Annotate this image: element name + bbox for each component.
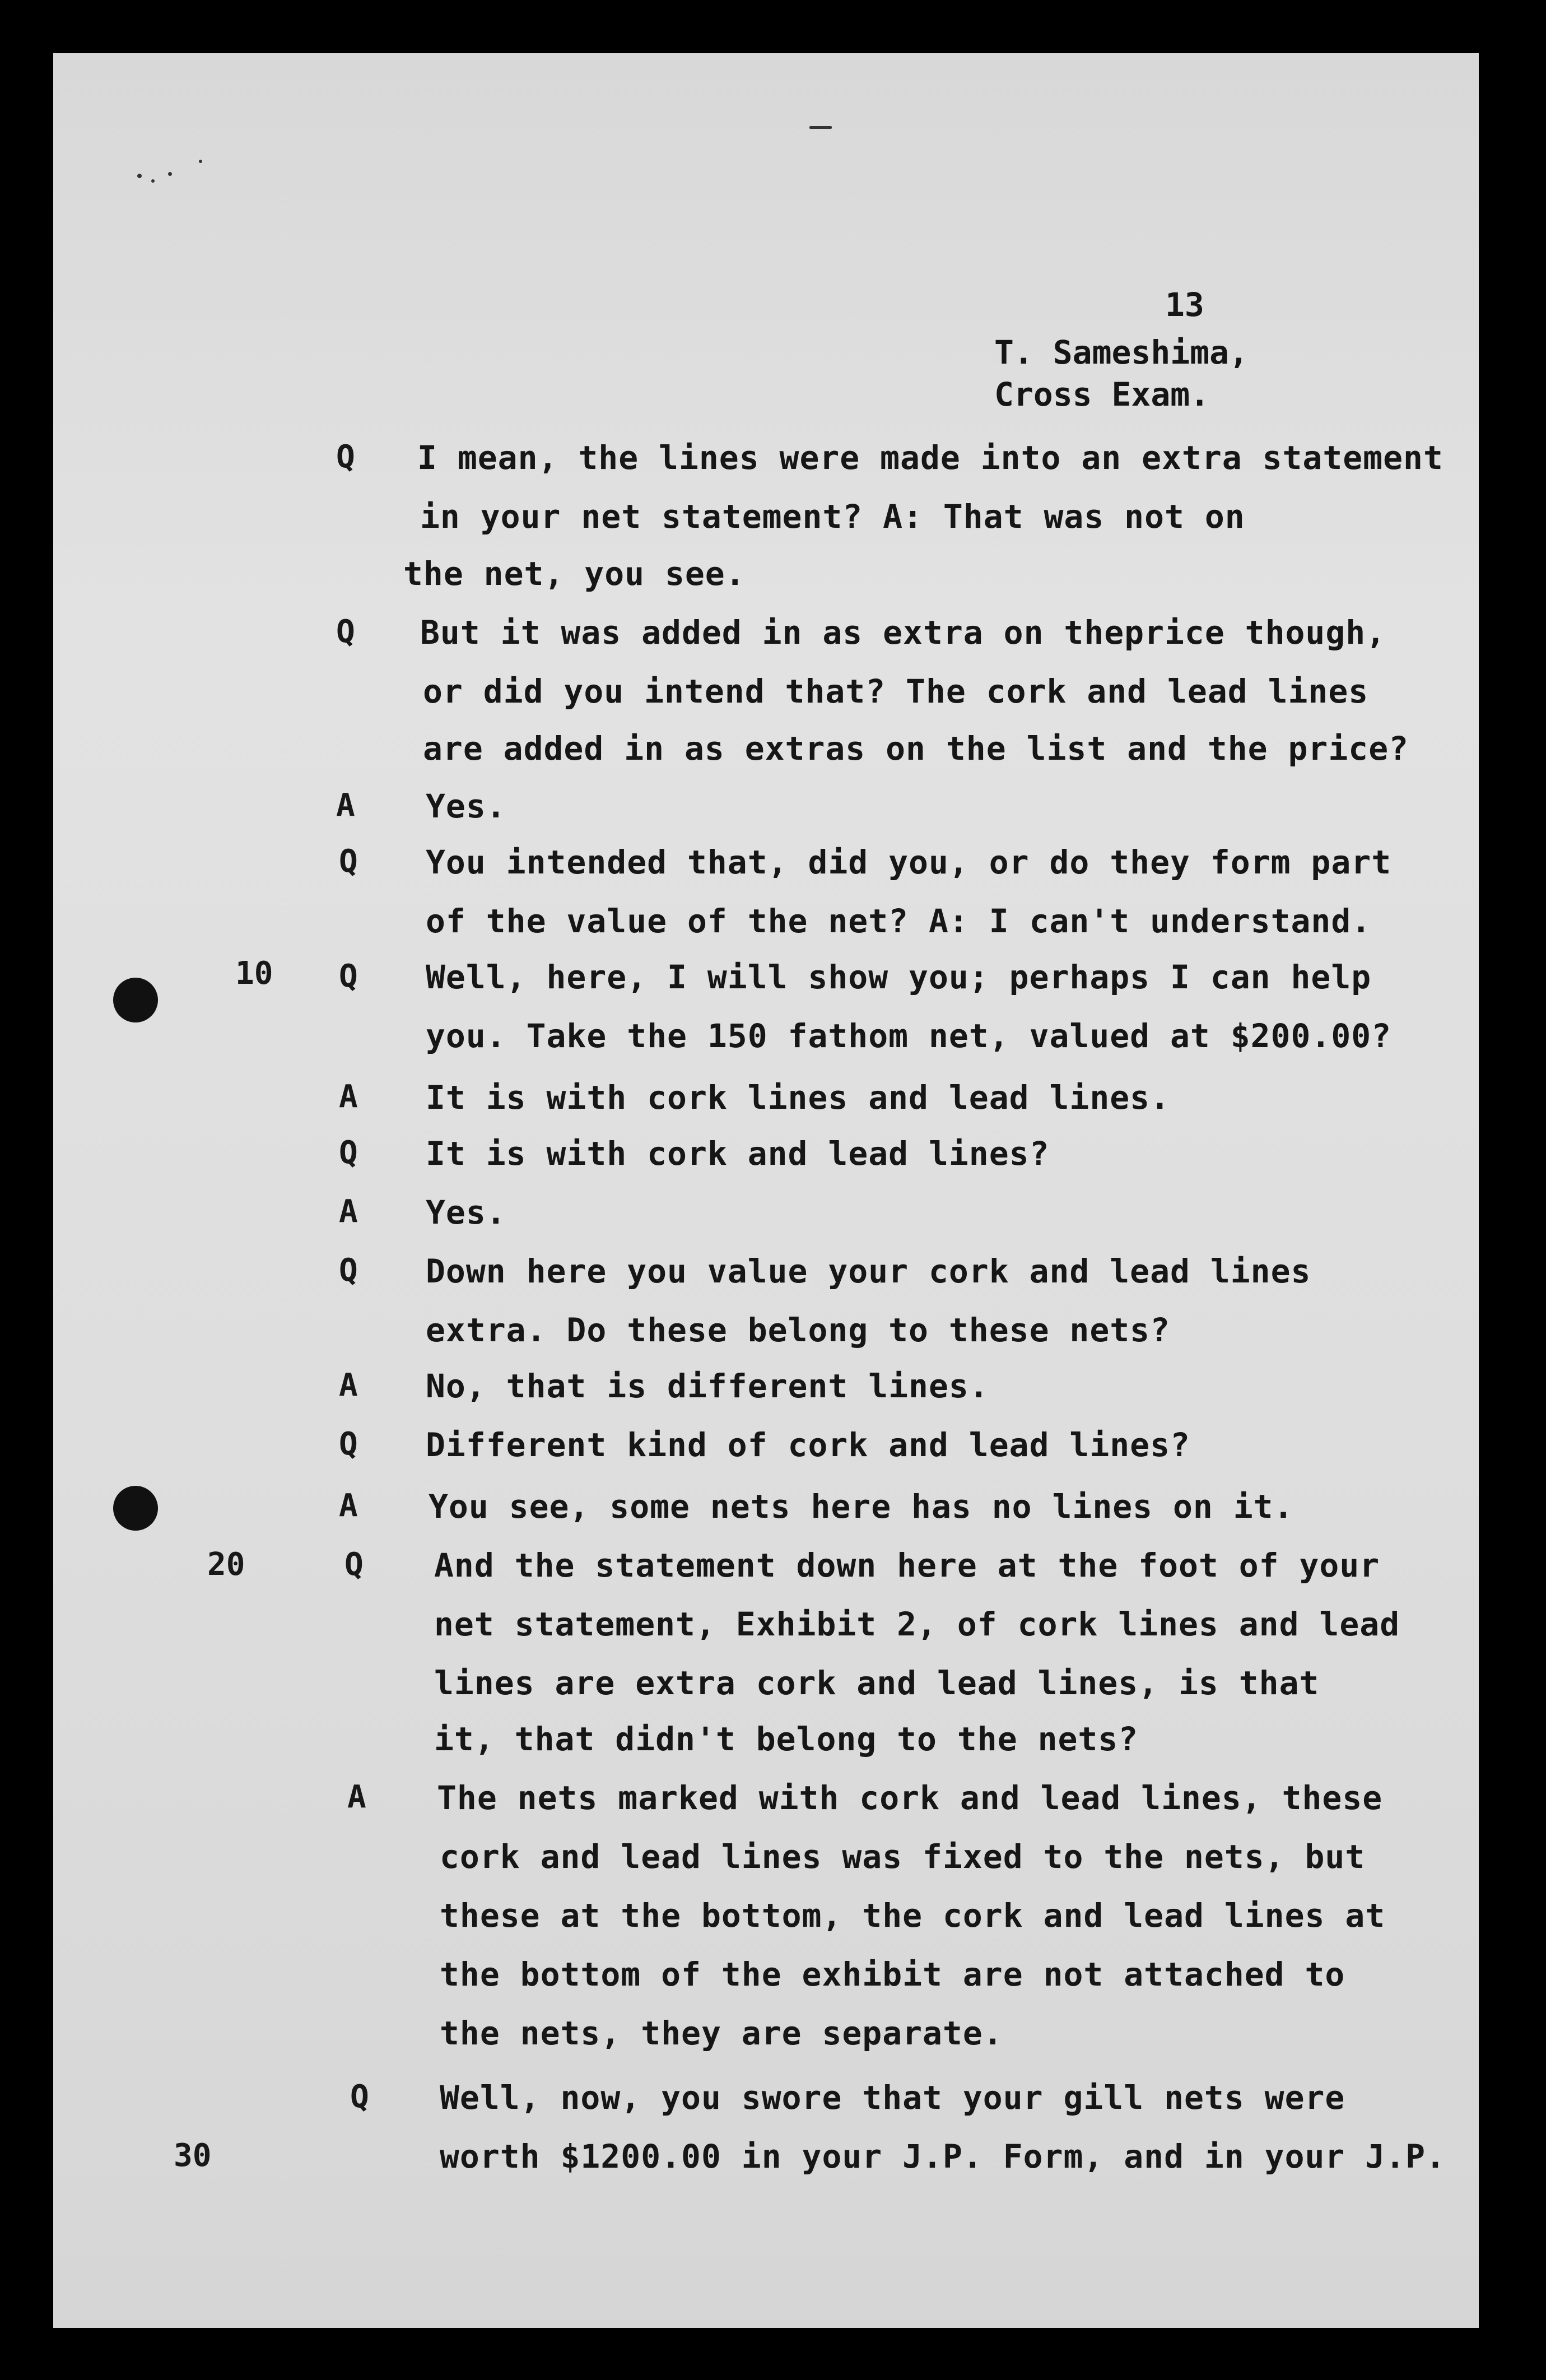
- speck: [137, 174, 142, 178]
- speaker-label: Q: [339, 958, 358, 994]
- page-number: 13: [1165, 286, 1204, 324]
- speaker-label: Q: [339, 1426, 358, 1462]
- text-line: Down here you value your cork and lead lines: [426, 1252, 1311, 1290]
- speaker-label: A: [339, 1367, 358, 1403]
- document-page: [53, 53, 1479, 2328]
- speaker-label: Q: [350, 2079, 369, 2115]
- text-line: Yes.: [426, 1193, 506, 1231]
- text-line: I mean, the lines were made into an extra statement: [417, 439, 1443, 477]
- text-line: Yes.: [426, 787, 506, 825]
- text-line: It is with cork lines and lead lines.: [426, 1079, 1171, 1117]
- speaker-label: Q: [336, 439, 355, 475]
- text-line: worth $1200.00 in your J.P. Form, and in your J.P.: [440, 2137, 1446, 2176]
- text-line: It is with cork and lead lines?: [426, 1135, 1050, 1173]
- text-line: the bottom of the exhibit are not attached to: [440, 1955, 1345, 1993]
- line-number-10: 10: [235, 955, 273, 992]
- text-line: But it was added in as extra on theprice though,: [420, 613, 1386, 652]
- text-line: cork and lead lines was fixed to the nets, but: [440, 1838, 1366, 1876]
- speck: [168, 172, 172, 176]
- speaker-label: Q: [339, 1252, 358, 1289]
- speck: [151, 179, 155, 183]
- text-line: these at the bottom, the cork and lead lines at: [440, 1896, 1386, 1935]
- speaker-label: A: [339, 1193, 358, 1230]
- line-number-30: 30: [174, 2137, 212, 2174]
- text-line: you. Take the 150 fathom net, valued at $200.00?: [426, 1017, 1392, 1055]
- speaker-label: Q: [344, 1546, 364, 1583]
- witness-name: T. Sameshima,: [994, 333, 1249, 371]
- punch-hole-lower: [113, 1486, 158, 1531]
- text-line: lines are extra cork and lead lines, is that: [434, 1664, 1320, 1702]
- text-line: it, that didn't belong to the nets?: [434, 1720, 1139, 1758]
- text-line: Well, here, I will show you; perhaps I can help: [426, 958, 1372, 996]
- text-line: or did you intend that? The cork and lead lines: [423, 672, 1369, 710]
- speaker-label: Q: [339, 1135, 358, 1171]
- speaker-label: A: [336, 787, 355, 824]
- text-line: And the statement down here at the foot of your: [434, 1546, 1380, 1584]
- text-line: in your net statement? A: That was not on: [420, 498, 1245, 536]
- text-line: are added in as extras on the list and the price?: [423, 729, 1409, 768]
- text-line: the net, you see.: [403, 555, 746, 593]
- text-line: Different kind of cork and lead lines?: [426, 1426, 1190, 1464]
- text-line: of the value of the net? A: I can't understand.: [426, 902, 1372, 940]
- text-line: No, that is different lines.: [426, 1367, 989, 1405]
- text-line: the nets, they are separate.: [440, 2014, 1003, 2052]
- text-line: The nets marked with cork and lead lines, these: [437, 1779, 1383, 1817]
- speaker-label: A: [347, 1779, 366, 1815]
- text-line: extra. Do these belong to these nets?: [426, 1311, 1171, 1349]
- speaker-label: A: [339, 1488, 358, 1524]
- text-line: Well, now, you swore that your gill nets were: [440, 2079, 1345, 2117]
- speaker-label: A: [339, 1079, 358, 1115]
- text-line: net statement, Exhibit 2, of cork lines and lead: [434, 1605, 1400, 1643]
- speaker-label: Q: [339, 843, 358, 880]
- punch-hole-upper: [113, 978, 158, 1022]
- speck: [809, 126, 832, 129]
- speaker-label: Q: [336, 613, 355, 650]
- speck: [199, 160, 202, 163]
- exam-type: Cross Exam.: [994, 375, 1210, 413]
- line-number-20: 20: [207, 1546, 245, 1583]
- text-line: You see, some nets here has no lines on it.: [429, 1488, 1294, 1526]
- text-line: You intended that, did you, or do they form part: [426, 843, 1392, 881]
